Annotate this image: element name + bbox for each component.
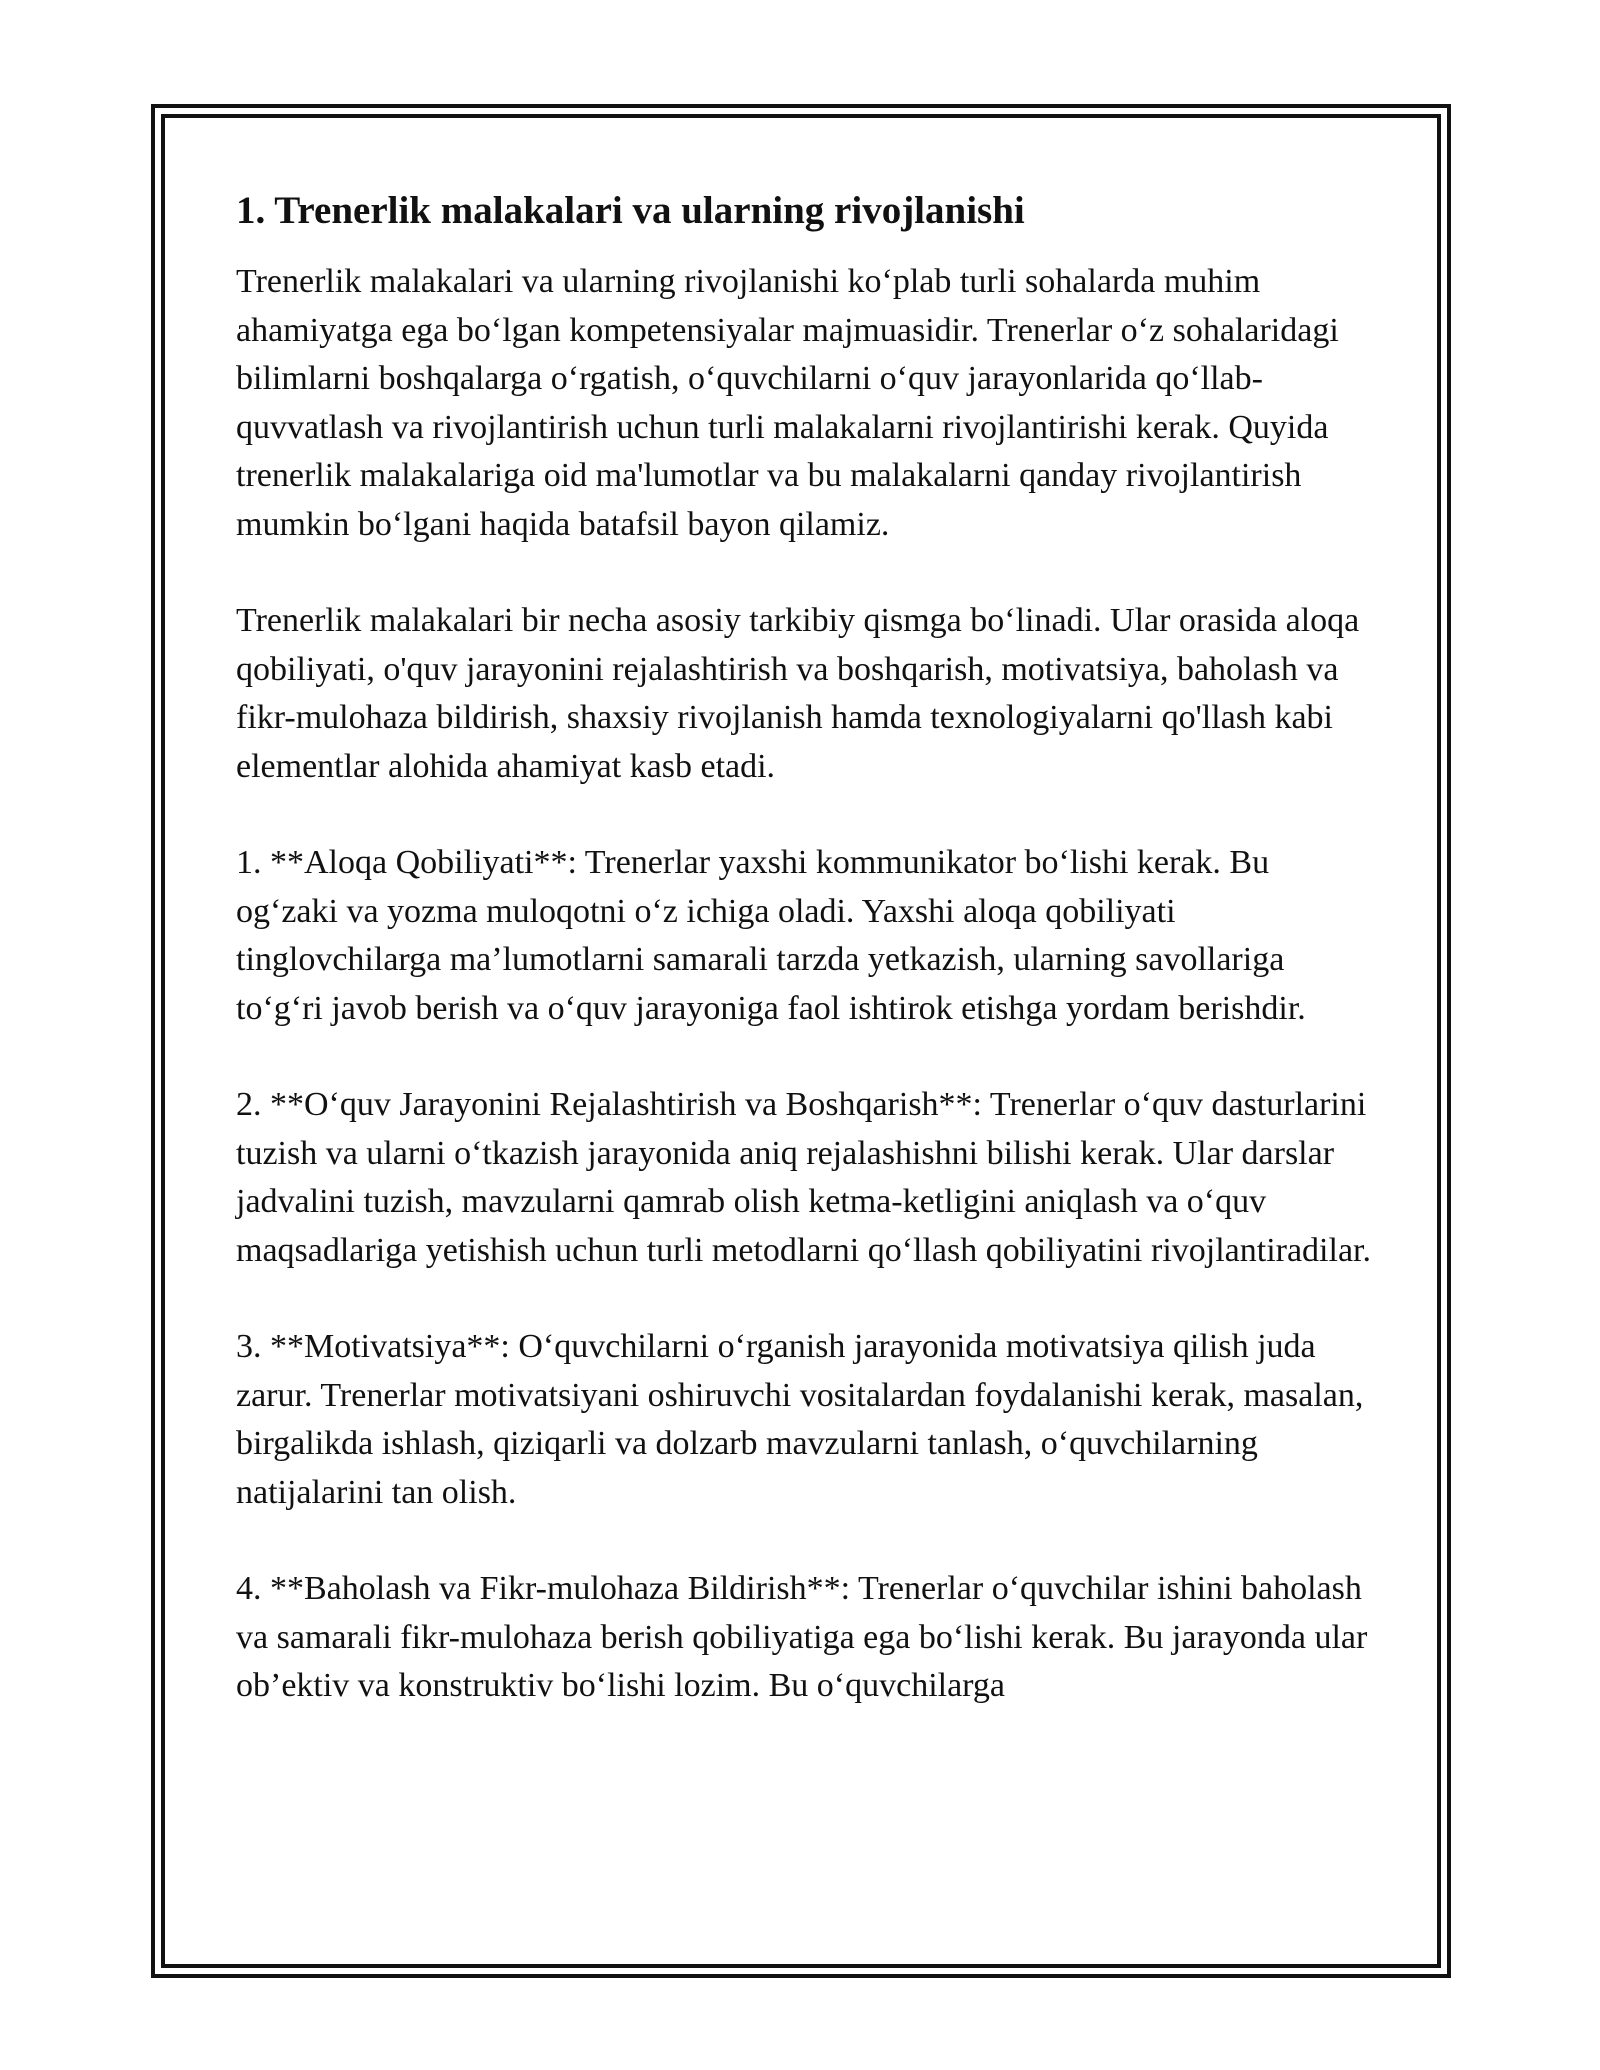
document-body [236, 186, 1376, 1759]
list-item-assessment: 4. **Baholash va Fikr-mulohaza Bildirish**: Trenerlar oʻquvchilar ishini baholash va samarali fikr-mulohaza berish qobiliyatiga ega boʻlishi kerak. Bu jarayonda ular ob’ektiv va konstruktiv boʻlishi lozim. Bu oʻquvchilarga [236, 1570, 1368, 1704]
list-item-communication: 1. **Aloqa Qobiliyati**: Trenerlar yaxshi kommunikator boʻlishi kerak. Bu ogʻzaki va yozma muloqotni oʻz ichiga oladi. Yaxshi aloqa qobiliyati tinglovchilarga ma’lumotlarni samarali tarzda yetkazish, ularning savollariga toʻgʻri javob berish va oʻquv jarayoniga faol ishtirok etishga yordam berishdir. [236, 844, 1306, 1027]
intro-paragraph: Trenerlik malakalari va ularning rivojlanishi koʻplab turli sohalarda muhim ahamiyatga ega boʻlgan kompetensiyalar majmuasidir. Trenerlar oʻz sohalaridagi bilimlarni boshqalarga oʻrgatish, oʻquvchilarni oʻquv jarayonlarida qoʻllab-quvvatlash va rivojlantirish uchun turli malakalarni rivojlantirishi kerak. Quyida trenerlik malakalariga oid ma'lumotlar va bu malakalarni qanday rivojlantirish mumkin boʻlgani haqida batafsil bayon qilamiz. [236, 263, 1339, 543]
components-paragraph: Trenerlik malakalari bir necha asosiy tarkibiy qismga boʻlinadi. Ular orasida aloqa qobiliyati, o'quv jarayonini rejalashtirish va boshqarish, motivatsiya, baholash va fikr-mulohaza bildirish, shaxsiy rivojlanish hamda texnologiyalarni qo'llash kabi elementlar alohida ahamiyat kasb etadi. [236, 602, 1360, 785]
list-item-planning: 2. **Oʻquv Jarayonini Rejalashtirish va Boshqarish**: Trenerlar oʻquv dasturlarini tuzish va ularni oʻtkazish jarayonida aniq rejalashishni bilishi kerak. Ular darslar jadvalini tuzish, mavzularni qamrab olish ketma-ketligini aniqlash va oʻquv maqsadlariga yetishish uchun turli metodlarni qoʻllash qobiliyatini rivojlantiradilar. [236, 1086, 1371, 1269]
list-item-motivation: 3. **Motivatsiya**: Oʻquvchilarni oʻrganish jarayonida motivatsiya qilish juda zarur. Trenerlar motivatsiyani oshiruvchi vositalardan foydalanishi kerak, masalan, birgalikda ishlash, qiziqarli va dolzarb mavzularni tanlash, oʻquvchilarning natijalarini tan olish. [236, 1328, 1364, 1511]
section-heading: 1. Trenerlik malakalari va ularning rivojlanishi [236, 189, 1025, 232]
